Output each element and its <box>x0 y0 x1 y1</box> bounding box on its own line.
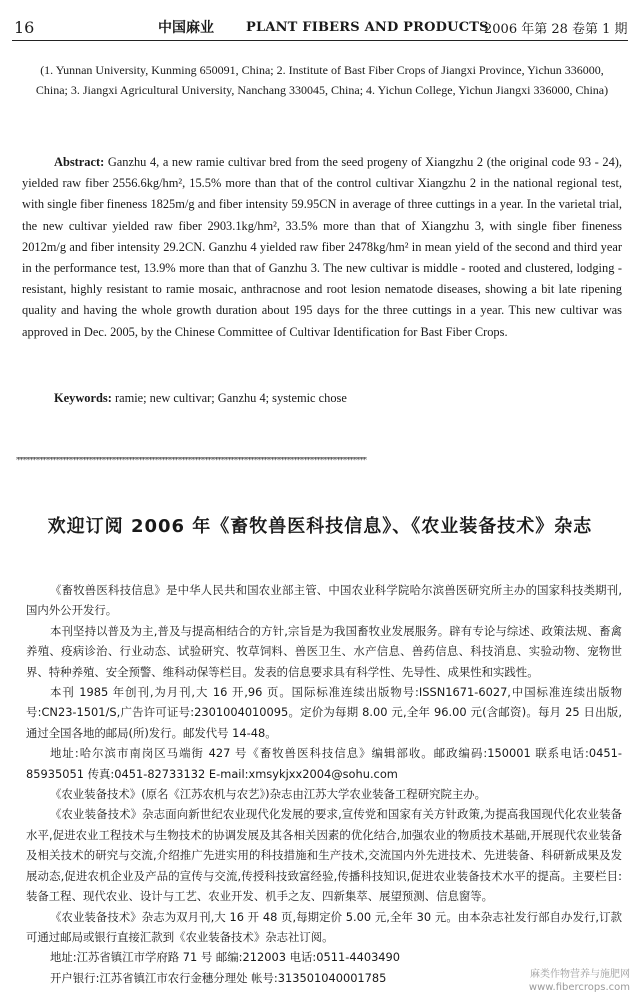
ad-paragraph: 《农业装备技术》杂志为双月刊,大 16 开 48 页,每期定价 5.00 元,全年 30 元。由本杂志社发行部自办发行,订款可通过邮局或银行直接汇款到《农业装备技术》杂志社订阅。 <box>26 909 622 944</box>
ad-paragraph: 《农业装备技术》杂志面向新世纪农业现代化发展的要求,宣传党和国家有关方针政策,为提高我国现代化农业装备水平,促进农业工程技术与生物技术的协调发展及其各相关因素的优化结合,加强农业的物质技术基础,开展现代农业装备及相关技术的研究与交流,介绍推广先进实用的科技措施和生产技术,交流国内外先进技术、先进装备、科研新成果及发展动态,促进农机企业及产品的宣传与交流,传授科技致富经验,传播科技知识,促进农业装备技术水平的提高。主要栏目:装备工程、现代农业、设计与工艺、农业开发、机手之友、四新集萃、展望预测、信息窗等。 <box>26 807 622 904</box>
watermark <box>529 968 630 994</box>
ad-paragraph: 《畜牧兽医科技信息》是中华人民共和国农业部主管、中国农业科学院哈尔滨兽医研究所主办的国家科技类期刊,国内外公开发行。 <box>26 583 622 618</box>
ad-paragraph: 本刊 1985 年创刊,为月刊,大 16 开,96 页。国际标准连续出版物号:ISSN1671-6027,中国标准连续出版物号:CN23-1501/S,广告许可证号:2301004010095。定价为每期 8.00 元,全年 96.00 元(含邮资)。每月 25 日出版,通过全国各地的邮局(所)发行。邮发代号 14-48。 <box>26 685 622 740</box>
keywords-label: Keywords: <box>54 391 112 405</box>
keywords <box>54 388 614 408</box>
ad-paragraph: 地址:江苏省镇江市学府路 71 号 邮编:212003 电话:0511-4403490 <box>50 950 401 965</box>
header-rule <box>12 40 628 41</box>
page-number: 16 <box>14 18 35 37</box>
keywords-text: ramie; new cultivar; Ganzhu 4; systemic chose <box>114 391 347 405</box>
ad-paragraph: 本刊坚持以普及为主,普及与提高相结合的方针,宗旨是为我国畜牧业发展服务。辟有专论与综述、政策法规、畜禽养殖、疫病诊治、行业动态、试验研究、牧草饲料、兽医卫生、水产信息、兽药信息、科技消息、实验动物、宠物世界、特种养殖、安全预警、维科动保等栏目。发表的信息要求具有科学性、先导性、成果性和实践性。 <box>26 623 622 679</box>
ad-paragraph: 地址:哈尔滨市南岗区马端街 427 号《畜牧兽医科技信息》编辑部收。邮政编码:150001 联系电话:0451-85935051 传真:0451-82733132 E-mail:xmsykjxx2004@sohu.com <box>26 746 622 781</box>
journal-name-en: PLANT FIBERS AND PRODUCTS <box>246 20 489 35</box>
running-header <box>0 0 640 44</box>
ad-title: 欢迎订阅 2006 年《畜牧兽医科技信息》、《农业装备技术》杂志 <box>47 516 593 537</box>
watermark-site-name: 麻类作物营养与施肥网 <box>530 969 630 980</box>
affiliations: (1. Yunnan University, Kunming 650091, China; 2. Institute of Bast Fiber Crops of Jiangxi Province, Yichun 336000, China; 3. Jiangxi Agricultural University, Nanchang 330045, China; 4. Yichun College, Yichun Jiangxi 336000, China) <box>35 63 609 97</box>
watermark-url: www.fibercrops.com <box>528 982 630 993</box>
ad-body <box>26 580 622 988</box>
journal-name-cn: 中国麻业 <box>158 20 214 36</box>
abstract-text: Ganzhu 4, a new ramie cultivar bred from the seed progeny of Xiangzhu 2 (the original code 93 - 24), yielded raw fiber 2556.6kg/hm², 15.5% more than that of the control cultivar Xiangzhu 2 in the national regional test, with single fiber fineness 1825m/g and fiber intensity 59.95CN in average of three cuttings in a year. In the varietal trial, the new cultivar yielded raw fiber 2903.1kg/hm², 33.5% more than that of Xiangzhu 3, with single fiber fineness 2012m/g and fiber intensity 29.2CN. Ganzhu 4 yielded raw fiber 2478kg/hm² in mean yield of the second and third year in the performance test, 13.9% more than that of Ganzhu 3. The new cultivar is middle - rooted and clustered, lodging - resistant, highly resistant to ramie mosaic, anthracnose and root lesion nematode diseases, showing a bit late ripening quality and having the whole growth duration about 195 days for the three cuttings in a year. This new cultivar was approved in Dec. 2005, by the Chinese Committee of Cultivar Identification for Bast Fiber Crops. <box>22 155 622 339</box>
star-divider: ********************************************************************************************************** <box>16 457 366 465</box>
issue-info: 2006 年第 28 卷第 1 期 <box>484 22 628 37</box>
ad-paragraph: 开户银行:江苏省镇江市农行金穗分理处 帐号:313501040001785 <box>50 970 387 985</box>
abstract <box>22 152 622 343</box>
ad-paragraph: 《农业装备技术》(原名《江苏农机与农艺》)杂志由江苏大学农业装备工程研究院主办。 <box>50 787 487 802</box>
abstract-label: Abstract: <box>54 155 105 169</box>
